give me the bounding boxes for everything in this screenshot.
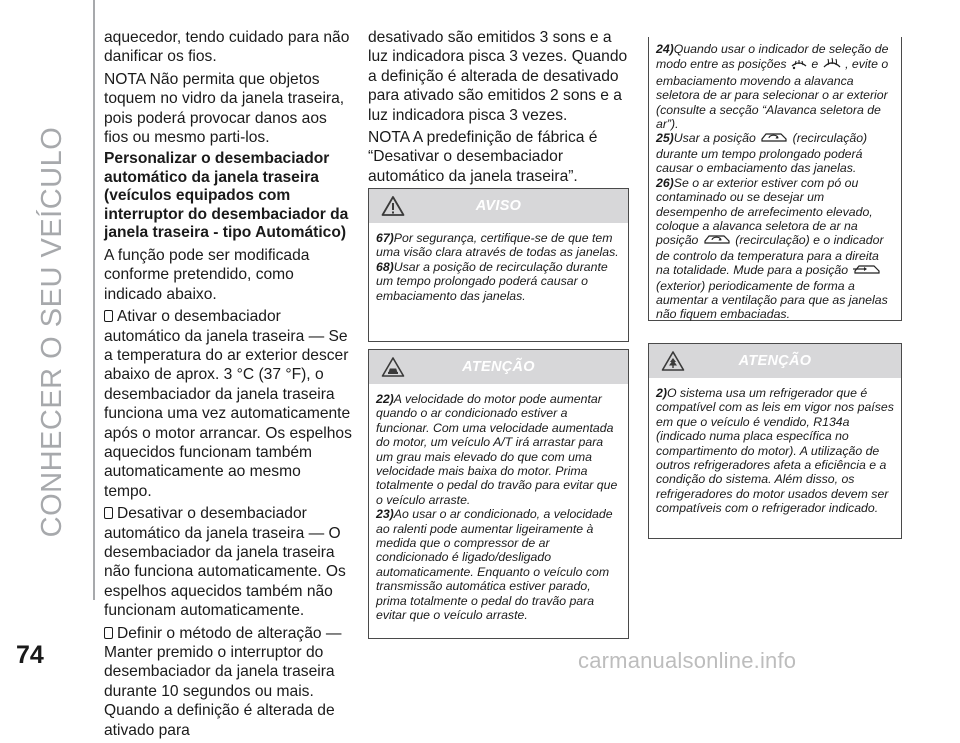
note-text: , evite o embaciamento movendo a alavanca seletora de ar para selecionar o ar exterior (consulte a secção “Alavanca seletora de ar”).: [656, 57, 889, 132]
caution-box-title: ATENÇÃO: [462, 359, 535, 375]
note-text: Por segurança, certifique-se de que tem uma visão clara através de todas as janelas.: [376, 231, 619, 260]
recirculation-icon: [759, 131, 789, 146]
note-number: 2): [656, 386, 667, 400]
bullet-item: [104, 307, 352, 501]
page-number: 74: [16, 641, 44, 669]
warning-box-header: [369, 189, 628, 223]
note-text: O sistema usa um refrigerador que é compatível com as leis em vigor nos países em que o veículo é vendido, R134a (indicado numa placa específica no compartimento do motor). A utilização de outros refrigeradores afeta a eficiência e a condição do sistema. Além disso, os refrigeradores do motor usados devem ser compatíveis com o refrigerador indicado.: [656, 386, 894, 516]
bullet-item: [104, 624, 352, 740]
caution-box-title: ATENÇÃO: [738, 353, 812, 369]
note-text: (recirculação) e o indicador de controlo da temperatura para a direita na totalidade. Mude para a posição: [656, 233, 884, 278]
bullet-text: Desativar o desembaciador automático da janela traseira — O desembaciador da janela traseira não funciona automaticamente. Os espelhos aquecidos também não funcionam automaticamente.: [104, 505, 346, 620]
defrost-windshield-feet-icon: [790, 56, 808, 73]
warning-box-title: AVISO: [475, 198, 522, 214]
note-text: (recirculação) durante um tempo prolongado poderá causar o embaciamento das janelas.: [656, 131, 868, 176]
paragraph: desativado são emitidos 3 sons e a luz indicadora pisca 3 vezes. Quando a definição é alterada de desativado para ativado são emitidos 2 sons e a luz indicadora pisca 3 vezes.: [368, 29, 628, 124]
caution-item: [656, 386, 894, 516]
caution-box-header: [649, 344, 901, 378]
caution-box: [368, 349, 629, 639]
defrost-windshield-icon: [822, 56, 842, 73]
bullet-square-icon: [104, 627, 113, 639]
recirculation-icon: [702, 233, 732, 248]
watermark: carmanualsonline.info: [578, 648, 797, 673]
warning-box: [368, 188, 629, 342]
note-paragraph: NOTA Não permita que objetos toquem no vidro da janela traseira, pois poderá provocar danos aos fios ou mesmo parti-los.: [104, 70, 345, 147]
note-number: 26): [656, 175, 674, 190]
note-item: [656, 131, 894, 175]
note-text: Usar a posição de recirculação durante um tempo prolongado poderá causar o embaciamento das janelas.: [376, 259, 608, 303]
section-divider-line: [93, 0, 95, 600]
note-number: 22): [376, 392, 394, 406]
bullet-text: Definir o método de alteração — Manter premido o interruptor do desembaciador da janela traseira durante 10 segundos ou mais. Quando a definição é alterada de ativado para: [104, 624, 342, 739]
caution-item: [376, 507, 621, 622]
bullet-text: Ativar o desembaciador automático da janela traseira — Se a temperatura do ar exterior descer abaixo de aprox. 3 °C (37 °F), o desembaciador da janela traseira funciona uma vez automaticamente após o motor arrancar. Os espelhos aquecidos funcionam também automaticamente ao mesmo tempo.: [104, 308, 352, 500]
paragraph: A função pode ser modificada conforme pretendido, como indicado abaixo.: [104, 246, 310, 303]
bullet-square-icon: [104, 310, 113, 322]
text-column-2: [368, 28, 630, 189]
note-number: 67): [376, 231, 394, 245]
section-title-vertical: CONHECER O SEU VEÍCULO: [36, 126, 68, 538]
text-column-1: [104, 28, 352, 743]
bullet-square-icon: [104, 507, 113, 519]
note-text: (exterior) periodicamente de forma a aumentar a ventilação para que as janelas não fiquem embaciadas.: [656, 278, 888, 322]
note-paragraph: NOTA A predefinição de fábrica é “Desativar o desembaciador automático da janela traseira”.: [368, 129, 598, 185]
warning-item: [376, 260, 621, 303]
note-text: Usar a posição: [673, 131, 756, 146]
bullet-item: [104, 504, 352, 620]
caution-box: [648, 343, 902, 539]
note-number: 24): [656, 42, 674, 56]
paragraph: aquecedor, tendo cuidado para não danificar os fios.: [104, 29, 350, 66]
note-item: [656, 176, 894, 322]
caution-item: [376, 392, 621, 507]
note-number: 25): [656, 131, 674, 146]
note-text: Se o ar exterior estiver com pó ou contaminado ou se desejar um desempenho de arrefecimento elevado, coloque a alavanca seletora de ar na posição: [656, 175, 873, 248]
note-number: 68): [376, 259, 394, 274]
note-number: 23): [376, 507, 394, 522]
note-text: e: [811, 57, 819, 72]
note-text: A velocidade do motor pode aumentar quando o ar condicionado estiver a funcionar. Com uma velocidade aumentada do motor, um veículo A/T irá arrastar para um grau mais elevado do que com uma velocidade mais baixa do motor. Prima totalmente o pedal do travão para evitar que o veículo arraste.: [376, 392, 618, 507]
warning-item: [376, 231, 621, 260]
caution-box-header: [369, 350, 628, 384]
section-heading: Personalizar o desembaciador automático da janela traseira (veículos equipados com interruptor do desembaciador da janela traseira - tipo Automático): [104, 150, 349, 242]
fresh-air-icon: [852, 263, 882, 278]
notes-box: [648, 37, 902, 321]
note-text: Quando usar o indicador de seleção de modo entre as posições: [656, 42, 889, 72]
note-item: [656, 42, 894, 131]
note-text: Ao usar o ar condicionado, a velocidade ao ralenti pode aumentar ligeiramente à medida que o compressor de ar condicionado é ligado/desligado automaticamente. Enquanto o veículo com transmissão automática estiver parado, prima totalmente o pedal do travão para evitar que o veículo arraste.: [376, 507, 613, 623]
